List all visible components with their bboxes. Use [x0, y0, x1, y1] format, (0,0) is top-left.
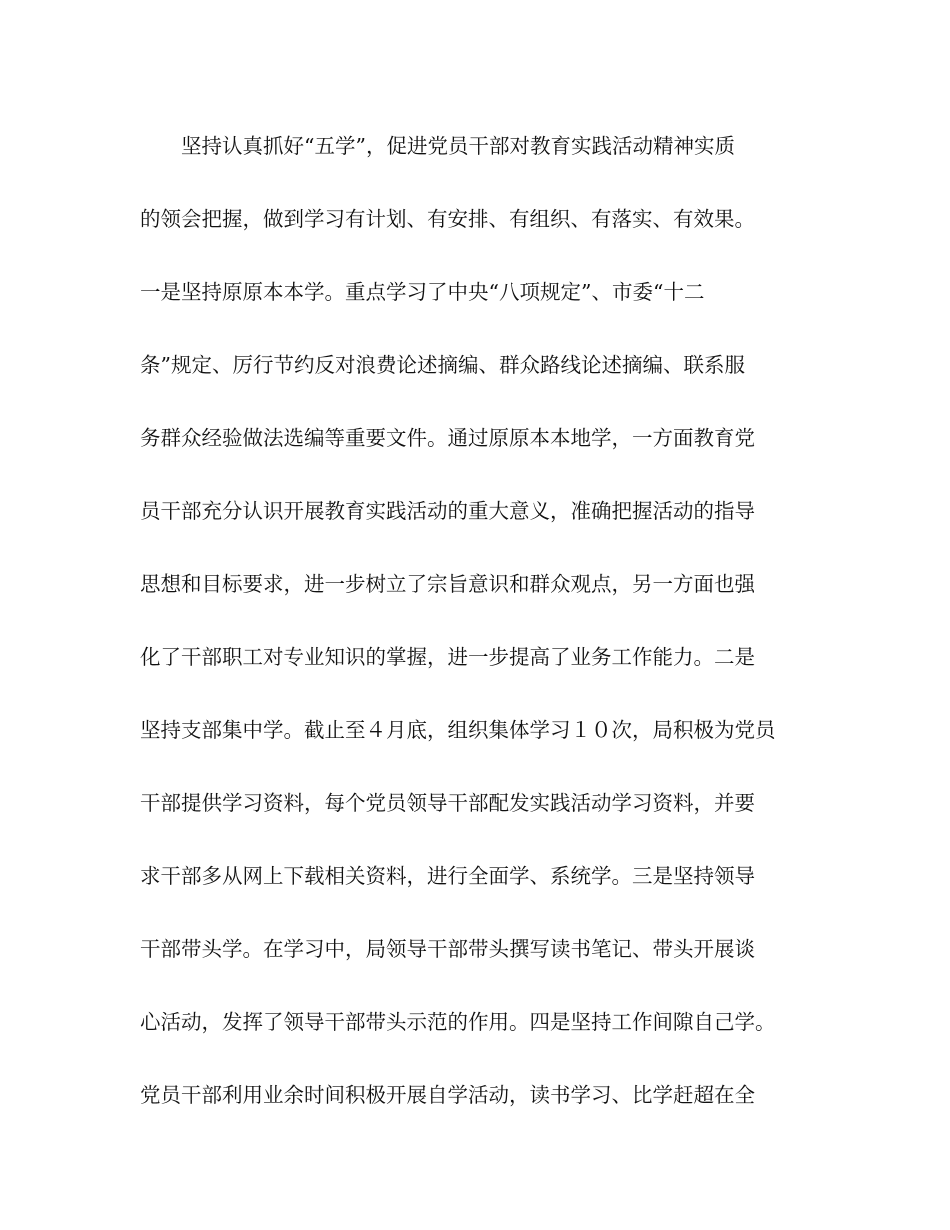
text-line-14: 党员干部利用业余时间积极开展自学活动，读书学习、比学赶超在全: [140, 1083, 755, 1107]
body-paragraph: [140, 120, 820, 1142]
text-line-11: 求干部多从网上下载相关资料，进行全面学、系统学。三是坚持领导: [140, 864, 755, 888]
text-line-5: 务群众经验做法选编等重要文件。通过原原本本地学，一方面教育党: [140, 426, 755, 450]
text-line-9: 坚持支部集中学。截止至４月底，组织集体学习１０次，局积极为党员: [140, 718, 776, 742]
text-line-8: 化了干部职工对专业知识的掌握，进一步提高了业务工作能力。二是: [140, 645, 755, 669]
text-line-10: 干部提供学习资料，每个党员领导干部配发实践活动学习资料，并要: [140, 791, 755, 815]
text-line-13: 心活动，发挥了领导干部带头示范的作用。四是坚持工作间隙自己学。: [140, 1010, 776, 1034]
text-line-12: 干部带头学。在学习中，局领导干部带头撰写读书笔记、带头开展谈: [140, 937, 755, 961]
text-line-4: 条”规定、厉行节约反对浪费论述摘编、群众路线论述摘编、联系服: [140, 353, 745, 377]
text-line-7: 思想和目标要求，进一步树立了宗旨意识和群众观点，另一方面也强: [140, 572, 755, 596]
text-line-1: 坚持认真抓好“五学”，促进党员干部对教育实践活动精神实质: [181, 134, 735, 158]
text-line-3: 一是坚持原原本本学。重点学习了中央“八项规定”、市委“十二: [140, 280, 705, 304]
text-line-2: 的领会把握，做到学习有计划、有安排、有组织、有落实、有效果。: [140, 207, 755, 231]
text-line-6: 员干部充分认识开展教育实践活动的重大意义，准确把握活动的指导: [140, 499, 755, 523]
